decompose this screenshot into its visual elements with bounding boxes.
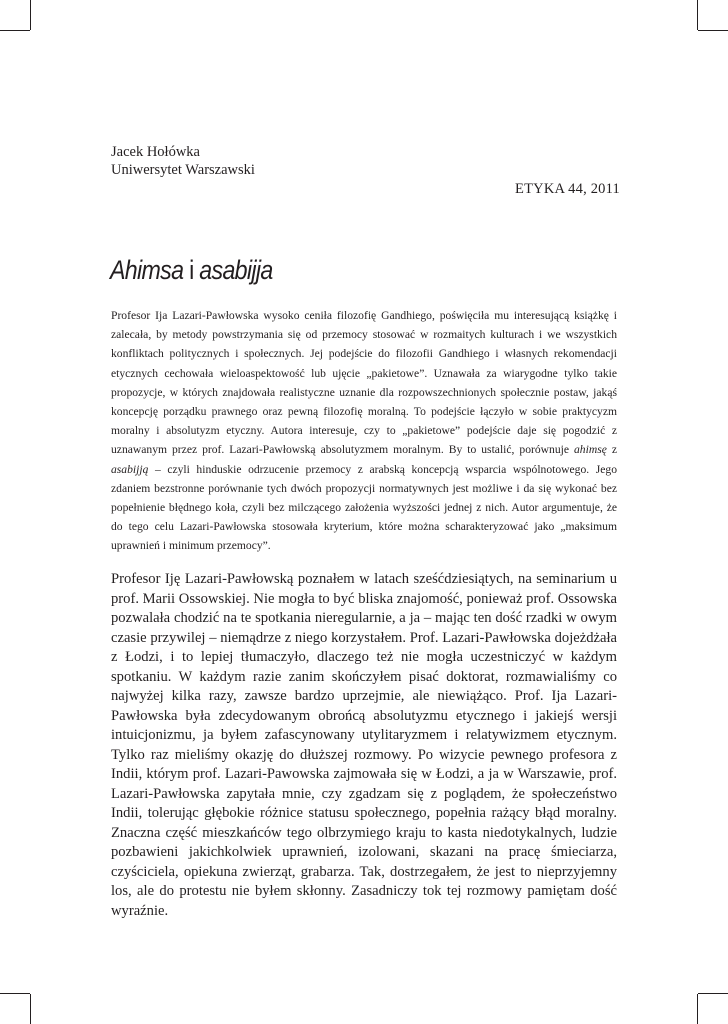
crop-mark-top-right-h [698, 30, 728, 31]
abstract-text-part1: Profesor Ija Lazari-Pawłowska wysoko ceniła filozofię Gandhiego, poświęciła mu interesującą książkę i zalecała, by metody powstrzymania się od przemocy stosować w rozmaitych kulturach i we wszystkich konfliktach politycznych i społecznych. Jej podejście do filozofii Gandhiego i własnych rekomendacji etycznych cechowała wieloaspektowość lub ujęcie „pakietowe”. Uznawała za wiarygodne tylko takie propozycje, w których znajdowała realistyczne uznanie dla rozpowszechnionych społecznie postaw, jakąś koncepcję porządku prawnego oraz pewną filozofię moralną. To podejście łączyło w sobie praktycyzm moralny i absolutyzm etyczny. Autora interesuje, czy to „pakietowe” podejście daje się pogodzić z uznawanym przez prof. Lazari-Pawłowską absolutyzmem moralnym. By to ustalić, porównuje [111, 309, 617, 457]
author-affiliation: Uniwersytet Warszawski [111, 162, 255, 178]
title-conjunction: i [183, 255, 200, 285]
crop-mark-bottom-right-h [698, 993, 728, 994]
crop-mark-bottom-left [30, 994, 31, 1024]
title-asabijja: asabijja [199, 255, 273, 285]
crop-mark-bottom-right [697, 994, 698, 1024]
author-name: Jacek Hołówka [111, 144, 200, 160]
journal-reference: ETYKA 44, 2011 [515, 181, 620, 197]
abstract [111, 306, 617, 556]
author-block [111, 143, 255, 179]
crop-mark-top-right [697, 0, 698, 30]
article-title [110, 253, 273, 287]
abstract-term-ahimsa: ahimsę [574, 443, 607, 457]
abstract-text-part2: – czyli hinduskie odrzucenie przemocy z arabską koncepcją wsparcia wspólnotowego. Jego zdaniem bezstronne porównanie tych dwóch propozycji normatywnych jest możliwe i da się wykonać bez popełnienie błędnego koła, czyli bez milczącego założenia wyższości jednej z nich. Autor argumentuje, że do tego celu Lazari-Pawłowska stosowała kryterium, które można scharakteryzować jako „maksimum uprawnień i minimum przemocy”. [111, 462, 617, 553]
abstract-connector: z [606, 443, 617, 457]
body-paragraph-1: Profesor Iję Lazari-Pawłowską poznałem w latach sześćdziesiątych, na seminarium u prof. Marii Ossowskiej. Nie mogła to być bliska znajomość, ponieważ prof. Ossowska pozwalała chodzić na te spotkania nieregularnie, a ja – mając ten dość rzadki w owym czasie przywilej – niemądrze z niego korzystałem. Prof. Lazari-Pawłowska dojeżdżała z Łodzi, i to lepiej tłumaczyło, dlaczego też nie mogła uczestniczyć w każdym spotkaniu. W każdym razie zanim skończyłem pisać doktorat, rozmawialiśmy co najwyżej kilka razy, zawsze bardzo uprzejmie, ale niewiążąco. Prof. Ija Lazari-Pawłowska była zdecydowanym obrońcą absolutyzmu etycznego i jakiejś wersji intuicjonizmu, ja byłem zafascynowany utylitaryzmem i relatywizmem etycznym. Tylko raz mieliśmy okazję do dłuższej rozmowy. Po wizycie pewnego profesora z Indii, którym prof. Lazari-Pawowska zajmowała się w Łodzi, a ja w Warszawie, prof. Lazari-Pawłowska zapytała mnie, czy zgadzam się z poglądem, że społeczeństwo Indii, tolerując głębokie różnice statusu społecznego, popełnia rażący błąd moralny. Znaczna część mieszkańców tego olbrzymiego kraju to kasta niedotykalnych, ludzie pozbawieni jakichkolwiek uprawnień, izolowani, skazani na pracę śmieciarza, czyściciela, opiekuna zwierząt, grabarza. Tak, dostrzegałem, że jest to nieprzyjemny los, ale do protestu nie byłem skłonny. Zasadniczy tok tej rozmowy pamiętam dość wyraźnie. [111, 571, 617, 919]
abstract-term-asabijja: asabijją [111, 462, 149, 476]
title-ahimsa: Ahimsa [110, 255, 184, 285]
crop-mark-top-left [30, 0, 31, 30]
crop-mark-bottom-left-h [0, 993, 30, 994]
crop-mark-top-left-h [0, 30, 30, 31]
